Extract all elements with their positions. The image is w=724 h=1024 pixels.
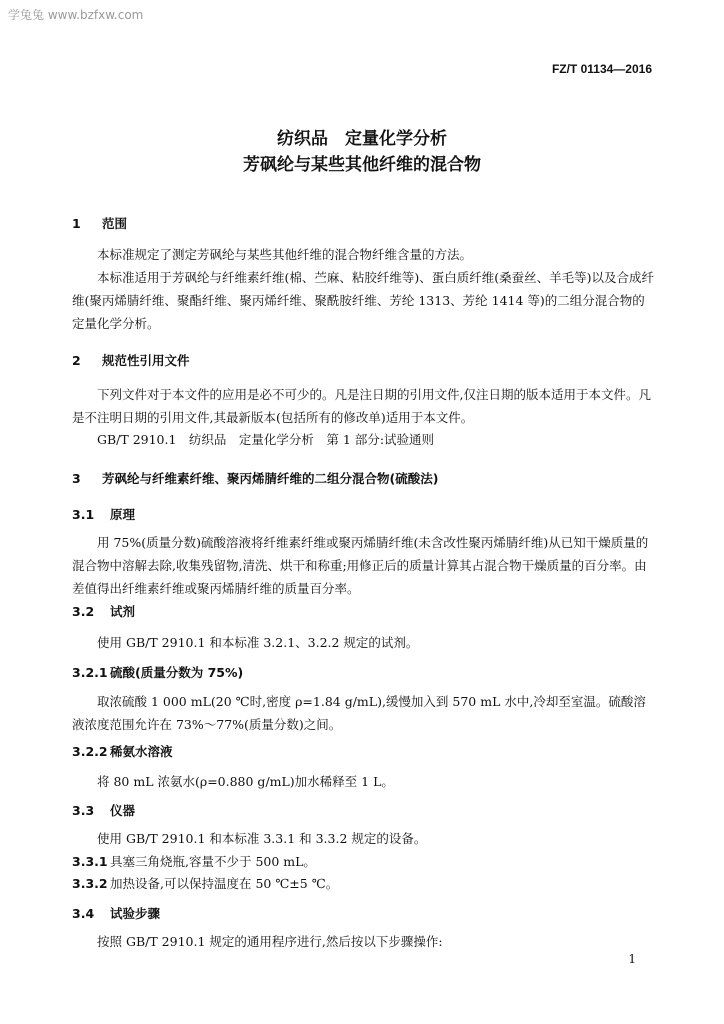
item-text: 加热设备,可以保持温度在 50 ℃±5 ℃。 xyxy=(110,876,339,891)
section-number: 2 xyxy=(72,353,81,368)
section-number: 3.2 xyxy=(72,604,95,619)
section-2-paragraph: 下列文件对于本文件的应用是必不可少的。凡是注日期的引用文件,仅注日期的版本适用于本文件。凡是不注明日期的引用文件,其最新版本(包括所有的修改单)适用于本文件。 xyxy=(72,387,651,425)
section-1-paragraph-1: 本标准规定了测定芳砜纶与某些其他纤维的混合物纤维含量的方法。 xyxy=(97,247,473,262)
section-title: 仪器 xyxy=(110,803,136,818)
section-title: 芳砜纶与纤维素纤维、聚丙烯腈纤维的二组分混合物(硫酸法) xyxy=(102,471,439,486)
section-number: 1 xyxy=(72,216,81,231)
section-title: 范围 xyxy=(102,216,128,231)
section-1-paragraph-2: 本标准适用于芳砜纶与纤维素纤维(棉、苎麻、粘胶纤维等)、蛋白质纤维(桑蚕丝、羊毛等)以及合成纤维(聚丙烯腈纤维、聚酯纤维、聚丙烯纤维、聚酰胺纤维、芳纶 1313、芳纶 1414 等)的二组分混合物的定量化学分析。 xyxy=(72,270,655,331)
section-3-2-heading xyxy=(72,602,135,620)
section-number: 3.1 xyxy=(72,507,95,522)
section-3-heading xyxy=(72,469,438,487)
section-number: 3.2.1 xyxy=(72,665,108,680)
item-number: 3.3.1 xyxy=(72,854,108,869)
watermark-text: 学兔兔 www.bzfxw.com xyxy=(8,8,144,22)
section-3-2-2-paragraph: 将 80 mL 浓氨水(ρ=0.880 g/mL)加水稀释至 1 L。 xyxy=(97,774,394,789)
document-title-line-2: 芳砜纶与某些其他纤维的混合物 xyxy=(243,155,481,175)
item-text: 具塞三角烧瓶,容量不少于 500 mL。 xyxy=(110,854,316,869)
section-3-1-heading xyxy=(72,505,135,523)
section-3-2-paragraph: 使用 GB/T 2910.1 和本标准 3.2.1、3.2.2 规定的试剂。 xyxy=(97,635,419,650)
section-number: 3.2.2 xyxy=(72,744,108,759)
section-3-2-1-paragraph: 取浓硫酸 1 000 mL(20 ℃时,密度 ρ=1.84 g/mL),缓慢加入到 570 mL 水中,冷却至室温。硫酸溶液浓度范围允许在 73%～77%(质量分数)之间。 xyxy=(72,694,646,732)
section-3-3-2-item xyxy=(72,874,338,892)
section-3-2-1-heading xyxy=(72,663,243,681)
section-title: 稀氨水溶液 xyxy=(110,744,173,759)
section-3-3-heading xyxy=(72,801,135,819)
section-number: 3.3 xyxy=(72,803,95,818)
section-number: 3 xyxy=(72,471,81,486)
section-3-3-1-item xyxy=(72,852,316,870)
section-3-4-paragraph: 按照 GB/T 2910.1 规定的通用程序进行,然后按以下步骤操作: xyxy=(97,934,443,949)
standard-code: FZ/T 01134—2016 xyxy=(551,62,652,76)
section-3-2-2-heading xyxy=(72,742,173,760)
section-title: 规范性引用文件 xyxy=(102,353,190,368)
section-title: 试剂 xyxy=(110,604,136,619)
item-number: 3.3.2 xyxy=(72,876,108,891)
normative-reference: GB/T 2910.1 纺织品 定量化学分析 第 1 部分:试验通则 xyxy=(97,432,435,447)
section-title: 原理 xyxy=(110,507,136,522)
section-3-3-paragraph: 使用 GB/T 2910.1 和本标准 3.3.1 和 3.3.2 规定的设备。 xyxy=(97,831,427,846)
section-3-1-paragraph: 用 75%(质量分数)硫酸溶液将纤维素纤维或聚丙烯腈纤维(未含改性聚丙烯腈纤维)从已知干燥质量的混合物中溶解去除,收集残留物,清洗、烘干和称重;用修正后的质量计算其占混合物干燥质量的百分率。由差值得出纤维素纤维或聚丙烯腈纤维的质量百分率。 xyxy=(72,535,649,596)
page-number: 1 xyxy=(628,952,636,966)
section-3-4-heading xyxy=(72,904,160,922)
section-1-heading xyxy=(72,214,127,232)
section-title: 硫酸(质量分数为 75%) xyxy=(110,665,244,680)
section-number: 3.4 xyxy=(72,906,95,921)
section-title: 试验步骤 xyxy=(110,906,161,921)
section-2-heading xyxy=(72,351,190,369)
document-title-line-1: 纺织品 定量化学分析 xyxy=(277,129,447,149)
